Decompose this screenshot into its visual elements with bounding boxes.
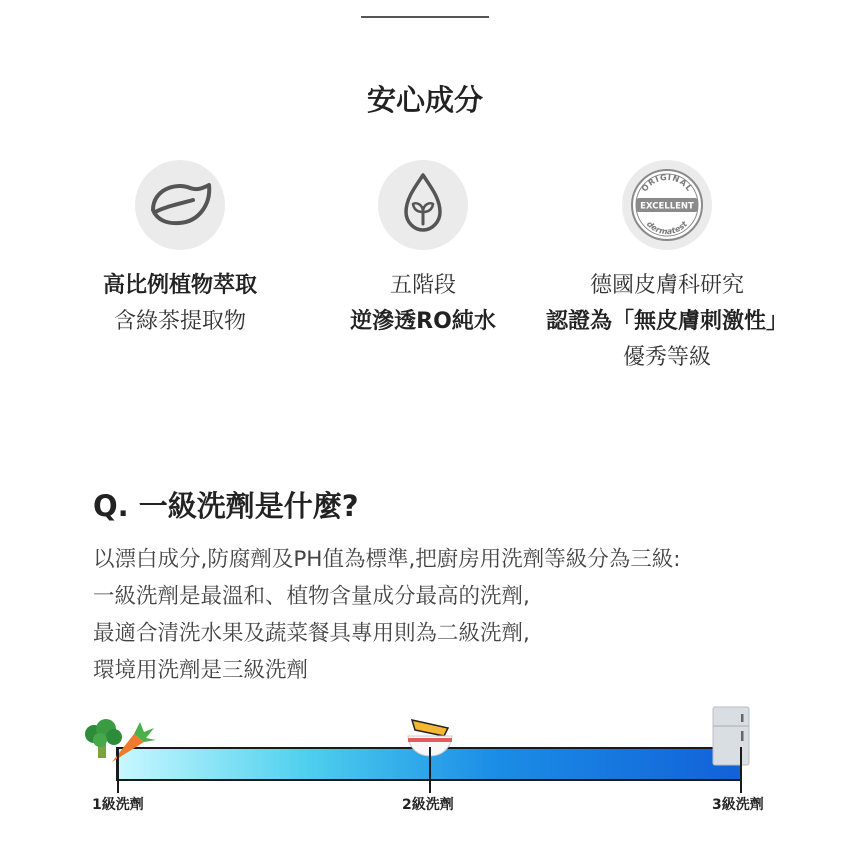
seal-bottom-text: dermatest [644,219,690,237]
feature-1-line-2: 含綠茶提取物 [113,309,246,334]
level-3-label: 3級洗劑 [712,797,764,813]
level-2-label: 2級洗劑 [402,797,454,813]
dermatest-seal-icon [622,160,712,250]
level-1-tick [117,747,119,793]
level-3-tick [740,747,742,793]
seal-top-text: ORIGINAL [639,172,695,194]
refrigerator-icon [712,706,750,766]
body-line-3: 最適合清洗水果及蔬菜餐具專用則為二級洗劑, [93,621,530,646]
explanation-paragraph [93,541,681,689]
feature-ro-water [298,160,548,340]
section-title: 安心成分 [366,83,483,117]
level-2-tick [429,747,431,793]
feature-plant-extract [55,160,305,340]
seal-middle-text: EXCELLENT [640,201,694,212]
body-line-4: 環境用洗劑是三級洗劑 [93,658,309,683]
feature-3-line-2: 認證為「無皮膚刺激性」 [545,309,788,334]
feature-1-line-1: 高比例植物萃取 [102,273,257,298]
water-drop-sprout-icon [378,160,468,250]
detergent-level-scale [0,700,850,850]
body-line-2: 一級洗劑是最溫和、植物含量成分最高的洗劑, [93,584,530,609]
body-line-1: 以漂白成分,防腐劑及PH值為標準,把廚房用洗劑等級分為三級: [93,547,681,572]
feature-3-line-1: 德國皮膚科研究 [589,273,744,298]
feature-3-line-3: 優秀等級 [622,345,711,370]
feature-2-line-1: 五階段 [389,273,456,298]
question-heading: Q. 一級洗劑是什麼? [93,489,359,523]
top-divider [361,16,489,18]
leaf-icon [135,160,225,250]
feature-dermatest [542,160,792,376]
vegetables-icon [84,716,160,766]
level-1-label: 1級洗劑 [92,797,144,813]
feature-2-line-2: 逆滲透RO純水 [350,309,496,334]
